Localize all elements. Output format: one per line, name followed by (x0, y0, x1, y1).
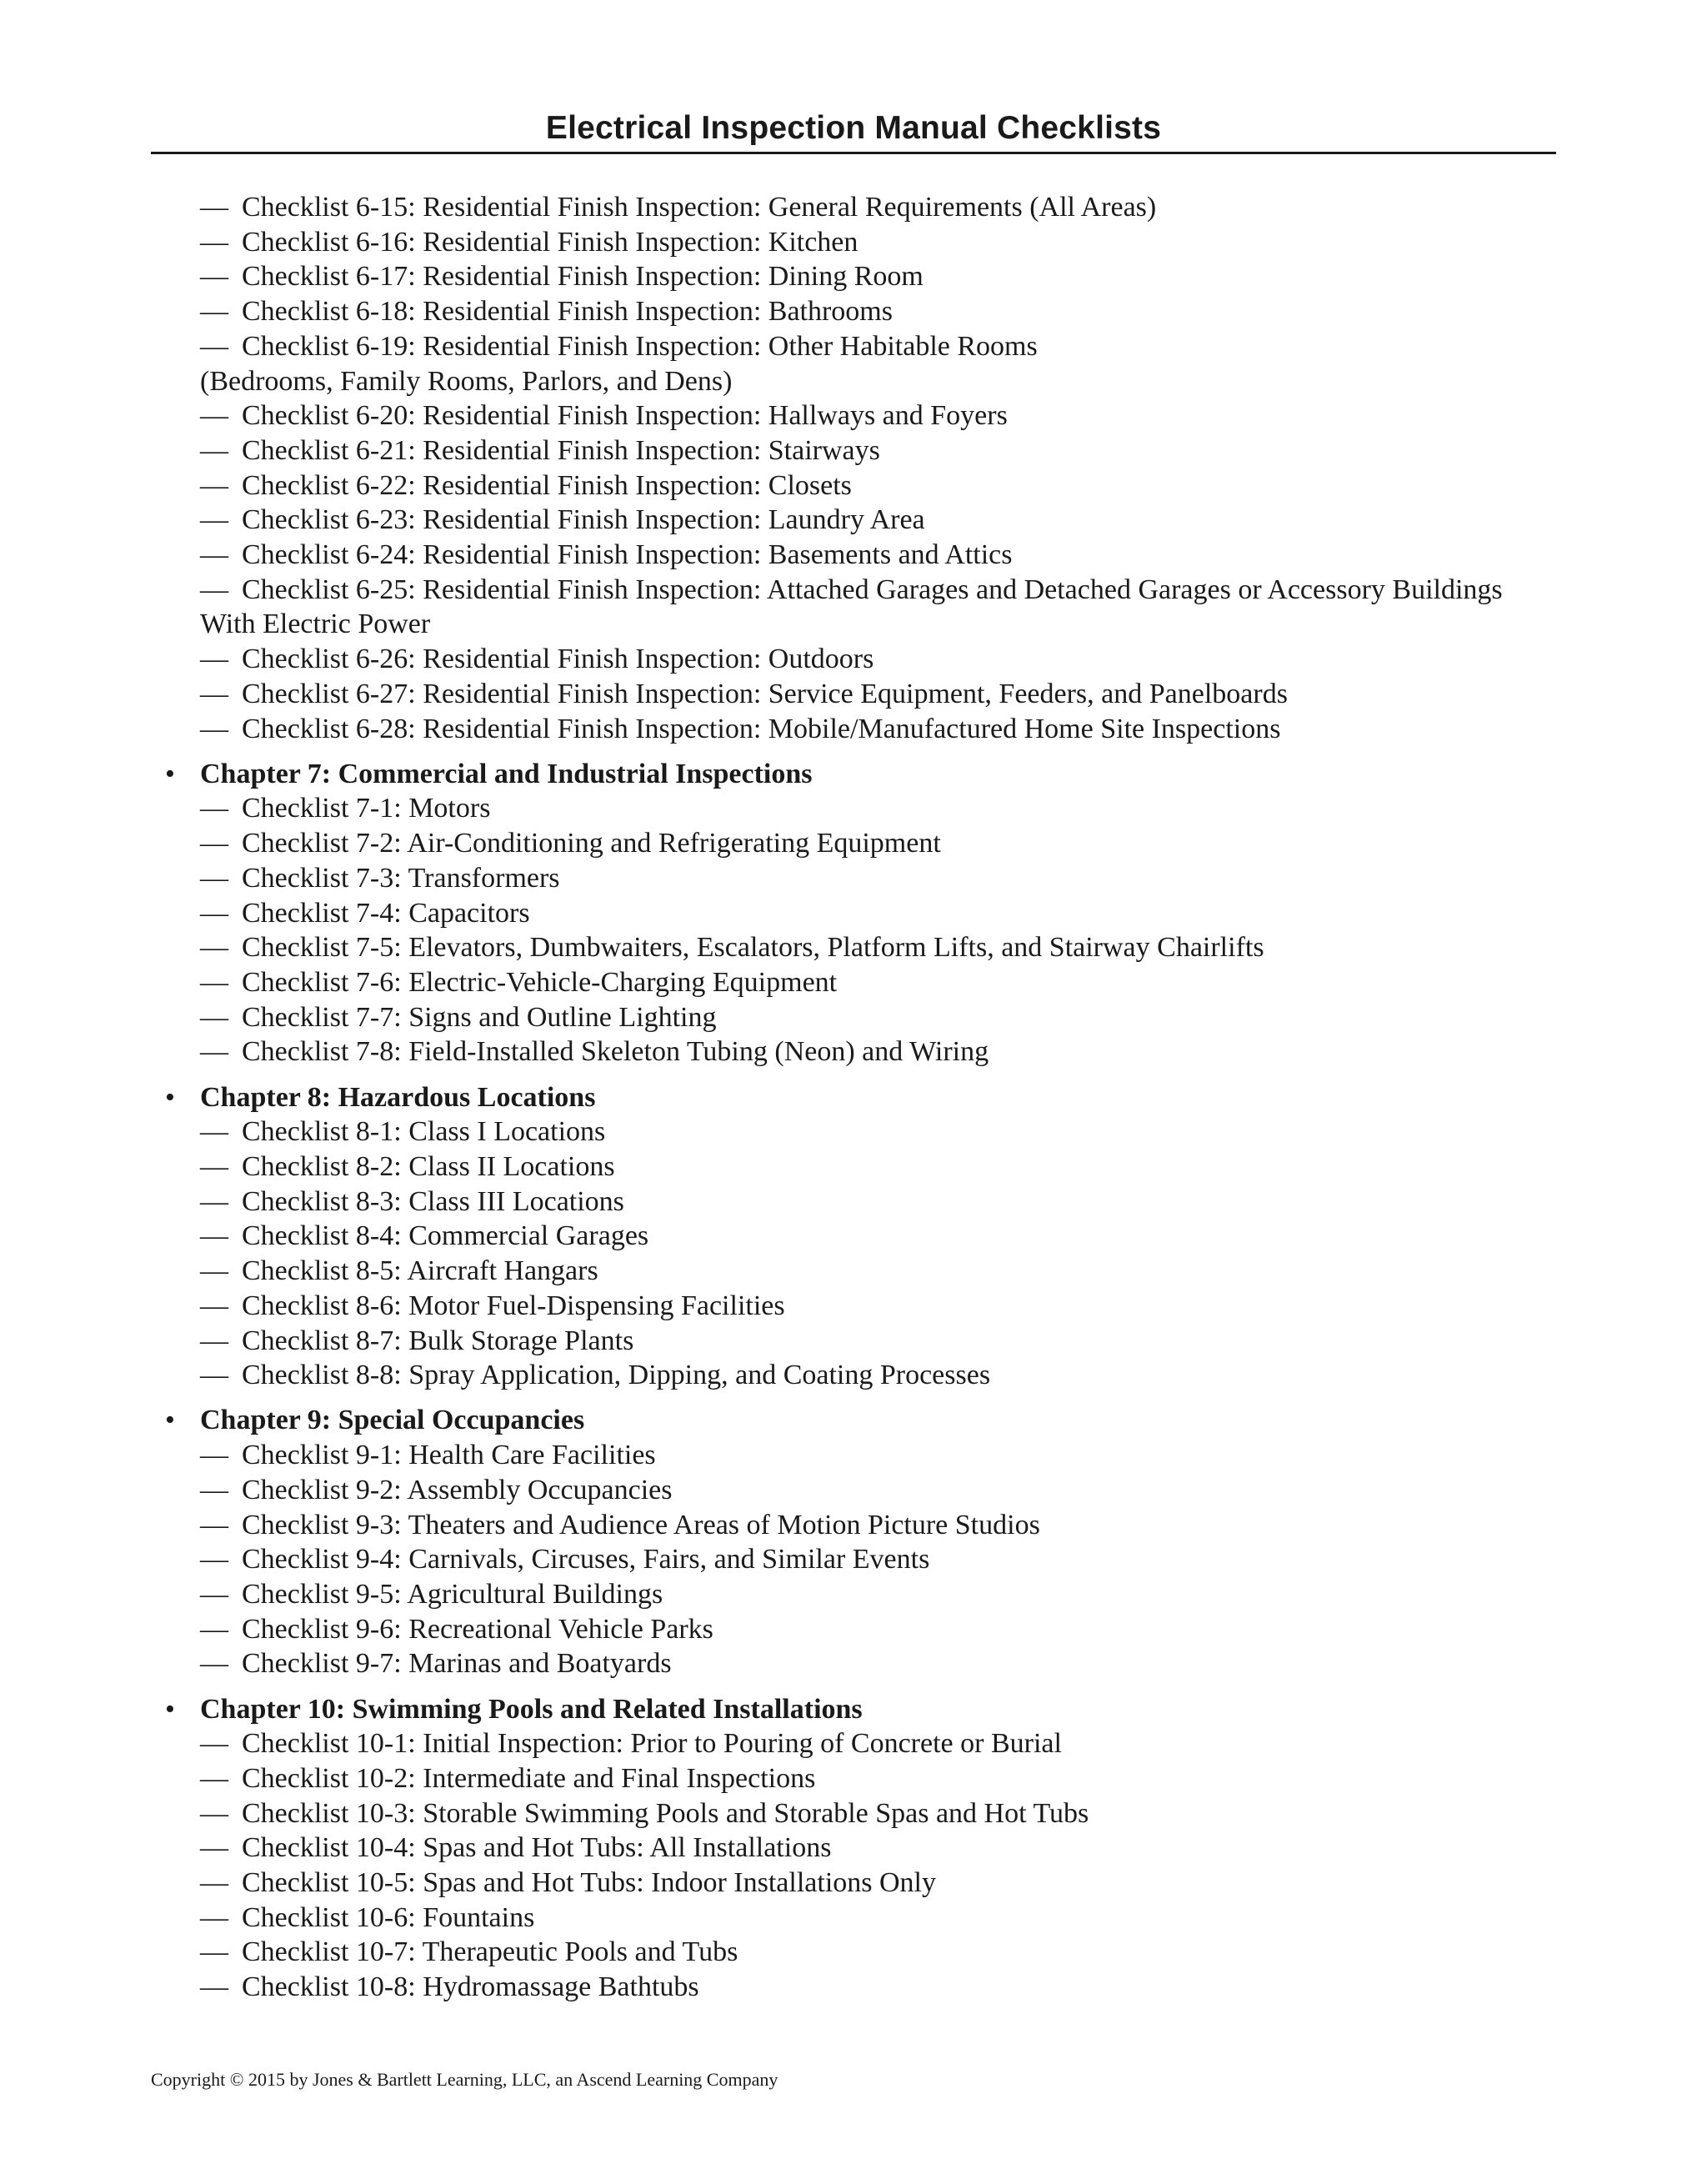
list-item (200, 433, 1567, 468)
bullet: • (165, 1081, 175, 1113)
dash: — (200, 828, 228, 859)
dash: — (200, 1971, 228, 2003)
list-item (200, 791, 1567, 826)
list-item (200, 861, 1567, 896)
list-item (200, 1612, 1567, 1647)
dash: — (200, 1360, 228, 1391)
dash: — (200, 1648, 228, 1680)
list-item (200, 1796, 1567, 1831)
dash: — (200, 932, 228, 964)
list-item (200, 1358, 1567, 1393)
chapter-title: Chapter 7: Commercial and Industrial Inspections (200, 758, 813, 789)
dash: — (200, 1150, 228, 1182)
item-text-continuation: (Bedrooms, Family Rooms, Parlors, and Dens) (200, 365, 733, 397)
item-text-continuation: With Electric Power (200, 609, 431, 640)
item-text: Checklist 8-8: Spray Application, Dipping, and Coating Processes (242, 1360, 991, 1391)
list-item (200, 190, 1567, 225)
dash: — (200, 1901, 228, 1933)
dash: — (200, 1440, 228, 1471)
item-text: Checklist 6-23: Residential Finish Inspection: Laundry Area (242, 504, 925, 536)
list-item (200, 1000, 1567, 1035)
list-item (200, 294, 1567, 329)
list-item (200, 1185, 1567, 1220)
item-text: Checklist 9-2: Assembly Occupancies (242, 1474, 673, 1505)
list-item (200, 573, 1567, 642)
item-text: Checklist 6-21: Residential Finish Inspection: Stairways (242, 434, 880, 466)
list-item (200, 1901, 1567, 1936)
item-text: Checklist 9-4: Carnivals, Circuses, Fairs, and Similar Events (242, 1544, 930, 1575)
dash: — (200, 1936, 228, 1968)
item-text: Checklist 9-1: Health Care Facilities (242, 1440, 656, 1471)
list-item (200, 1150, 1567, 1185)
dash: — (200, 897, 228, 929)
item-text: Checklist 6-18: Residential Finish Inspection: Bathrooms (242, 296, 893, 328)
item-text: Checklist 8-4: Commercial Garages (242, 1220, 649, 1252)
item-text: Checklist 9-7: Marinas and Boatyards (242, 1648, 672, 1680)
chapter-title: Chapter 10: Swimming Pools and Related Installations (200, 1693, 863, 1725)
item-text: Checklist 10-1: Initial Inspection: Prior to Pouring of Concrete or Burial (242, 1728, 1062, 1760)
list-item (200, 930, 1567, 965)
list-item (200, 1761, 1567, 1796)
list-item (200, 225, 1567, 260)
item-text: Checklist 8-7: Bulk Storage Plants (242, 1325, 634, 1356)
dash: — (200, 1613, 228, 1645)
bullet: • (165, 758, 175, 789)
dash: — (200, 1832, 228, 1864)
dash: — (200, 330, 228, 362)
list-item (200, 1438, 1567, 1473)
dash: — (200, 644, 228, 675)
chapter-heading (165, 1080, 1567, 1115)
list-item (200, 1646, 1567, 1681)
list-item (200, 398, 1567, 433)
list-item (200, 1219, 1567, 1254)
list-item (200, 468, 1567, 503)
dash: — (200, 1255, 228, 1287)
dash: — (200, 434, 228, 466)
dash: — (200, 1544, 228, 1575)
item-text: Checklist 6-27: Residential Finish Inspection: Service Equipment, Feeders, and Panelboards (242, 678, 1288, 709)
bullet: • (165, 1693, 175, 1725)
list-item (200, 1254, 1567, 1289)
item-text: Checklist 6-25: Residential Finish Inspection: Attached Garages and Detached Garages or Accessory Buildings (242, 574, 1503, 605)
dash: — (200, 1001, 228, 1033)
item-text: Checklist 9-6: Recreational Vehicle Parks (242, 1613, 713, 1645)
list-item (200, 1115, 1567, 1150)
dash: — (200, 504, 228, 536)
item-text: Checklist 7-1: Motors (242, 793, 491, 824)
dash: — (200, 966, 228, 998)
item-text: Checklist 7-8: Field-Installed Skeleton Tubing (Neon) and Wiring (242, 1036, 989, 1068)
dash: — (200, 469, 228, 501)
item-text: Checklist 9-3: Theaters and Audience Areas of Motion Picture Studios (242, 1509, 1040, 1540)
item-text: Checklist 8-6: Motor Fuel-Dispensing Facilities (242, 1290, 785, 1321)
intro-list (200, 190, 1567, 746)
dash: — (200, 1867, 228, 1899)
dash: — (200, 1762, 228, 1794)
item-text: Checklist 6-24: Residential Finish Inspection: Basements and Attics (242, 539, 1013, 571)
list-item (200, 1508, 1567, 1543)
dash: — (200, 226, 228, 258)
list-item (200, 538, 1567, 573)
chapter-section (165, 1692, 1567, 2005)
list-item (200, 1289, 1567, 1324)
item-text: Checklist 8-2: Class II Locations (242, 1150, 615, 1182)
dash: — (200, 1220, 228, 1252)
list-item (200, 965, 1567, 1000)
dash: — (200, 1116, 228, 1148)
page-title: Electrical Inspection Manual Checklists (545, 110, 1162, 146)
list-item (200, 1935, 1567, 1970)
dash: — (200, 1290, 228, 1321)
list-item (200, 642, 1567, 677)
dash: — (200, 793, 228, 824)
bullet: • (165, 1405, 175, 1436)
item-text: Checklist 8-3: Class III Locations (242, 1185, 624, 1217)
item-text: Checklist 10-7: Therapeutic Pools and Tubs (242, 1936, 738, 1968)
item-text: Checklist 6-15: Residential Finish Inspection: General Requirements (All Areas) (242, 192, 1157, 223)
list-item (200, 1866, 1567, 1901)
item-text: Checklist 7-2: Air-Conditioning and Refrigerating Equipment (242, 828, 941, 859)
item-text: Checklist 6-26: Residential Finish Inspection: Outdoors (242, 644, 874, 675)
item-text: Checklist 10-8: Hydromassage Bathtubs (242, 1971, 699, 2003)
dash: — (200, 296, 228, 328)
checklist-content (165, 190, 1567, 2005)
dash: — (200, 1728, 228, 1760)
dash: — (200, 400, 228, 432)
chapter-heading (165, 1403, 1567, 1438)
item-text: Checklist 7-6: Electric-Vehicle-Charging Equipment (242, 966, 838, 998)
chapter-section (165, 757, 1567, 1069)
item-text: Checklist 10-3: Storable Swimming Pools and Storable Spas and Hot Tubs (242, 1797, 1089, 1829)
list-item (200, 1542, 1567, 1577)
dash: — (200, 713, 228, 744)
chapter-heading (165, 757, 1567, 792)
dash: — (200, 1185, 228, 1217)
list-item (200, 1034, 1567, 1069)
dash: — (200, 192, 228, 223)
chapter-section (165, 1080, 1567, 1393)
item-text: Checklist 10-4: Spas and Hot Tubs: All Installations (242, 1832, 832, 1864)
item-text: Checklist 8-1: Class I Locations (242, 1116, 606, 1148)
item-text: Checklist 7-4: Capacitors (242, 897, 530, 929)
dash: — (200, 1325, 228, 1356)
item-text: Checklist 6-19: Residential Finish Inspection: Other Habitable Rooms (242, 330, 1038, 362)
list-item (200, 259, 1567, 294)
item-text: Checklist 8-5: Aircraft Hangars (242, 1255, 598, 1287)
item-text: Checklist 6-20: Residential Finish Inspection: Hallways and Foyers (242, 400, 1008, 432)
list-item (200, 896, 1567, 931)
list-item (200, 1831, 1567, 1866)
item-text: Checklist 7-3: Transformers (242, 862, 560, 894)
dash: — (200, 1036, 228, 1068)
item-text: Checklist 6-28: Residential Finish Inspection: Mobile/Manufactured Home Site Inspections (242, 713, 1281, 744)
list-item (200, 712, 1567, 747)
item-text: Checklist 6-16: Residential Finish Inspection: Kitchen (242, 226, 859, 258)
dash: — (200, 1578, 228, 1610)
item-text: Checklist 9-5: Agricultural Buildings (242, 1578, 663, 1610)
dash: — (200, 1509, 228, 1540)
dash: — (200, 1797, 228, 1829)
chapter-title: Chapter 8: Hazardous Locations (200, 1081, 596, 1113)
item-text: Checklist 6-22: Residential Finish Inspection: Closets (242, 469, 852, 501)
list-item (200, 1473, 1567, 1508)
item-text: Checklist 7-5: Elevators, Dumbwaiters, Escalators, Platform Lifts, and Stairway Chairlifts (242, 932, 1264, 964)
item-text: Checklist 7-7: Signs and Outline Lighting (242, 1001, 717, 1033)
dash: — (200, 574, 228, 605)
list-item (200, 826, 1567, 861)
dash: — (200, 261, 228, 293)
list-item (200, 503, 1567, 538)
list-item (200, 677, 1567, 712)
list-item (200, 1970, 1567, 2005)
page-header (151, 103, 1556, 154)
copyright-footer: Copyright © 2015 by Jones & Bartlett Learning, LLC, an Ascend Learning Company (151, 2069, 778, 2090)
dash: — (200, 862, 228, 894)
list-item (200, 1324, 1567, 1359)
chapter-heading (165, 1692, 1567, 1727)
item-text: Checklist 6-17: Residential Finish Inspection: Dining Room (242, 261, 924, 293)
chapter-title: Chapter 9: Special Occupancies (200, 1405, 585, 1436)
dash: — (200, 1474, 228, 1505)
item-text: Checklist 10-6: Fountains (242, 1901, 535, 1933)
dash: — (200, 539, 228, 571)
list-item (200, 1577, 1567, 1612)
list-item (200, 1726, 1567, 1761)
chapter-section (165, 1403, 1567, 1681)
dash: — (200, 678, 228, 709)
list-item (200, 329, 1567, 398)
item-text: Checklist 10-2: Intermediate and Final Inspections (242, 1762, 816, 1794)
item-text: Checklist 10-5: Spas and Hot Tubs: Indoor Installations Only (242, 1867, 936, 1899)
